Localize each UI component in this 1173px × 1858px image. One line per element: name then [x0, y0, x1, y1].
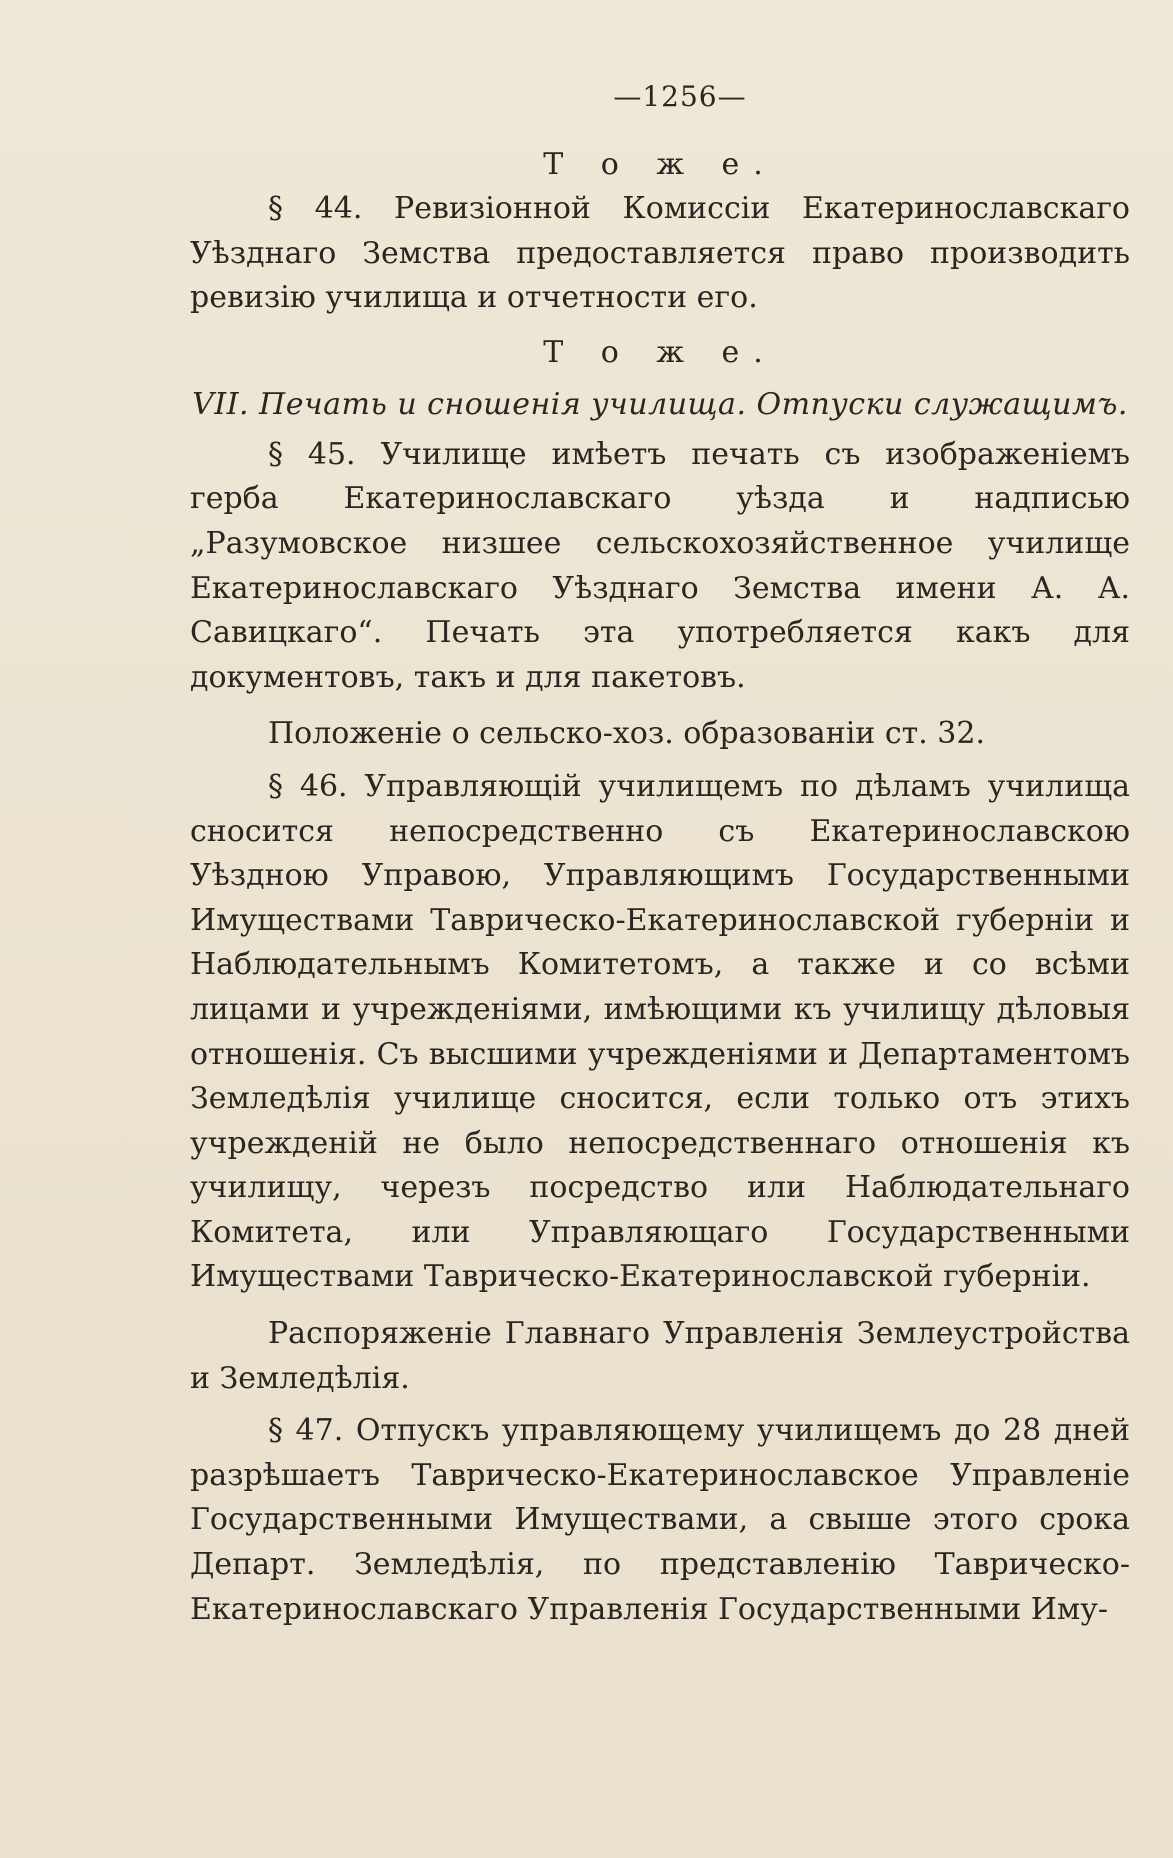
page-number: —1256—	[613, 80, 747, 113]
paragraph-47: § 47. Отпускъ управляющему училищемъ до 28 дней разрѣшаетъ Таврическо-Екатеринославское Управленіе Государственными Имуществами, а свыше этого срока Департ. Земледѣлія, по представленію Таврическо-Екатеринославскаго Управленія Государственными Иму-	[190, 1413, 1130, 1627]
heading-same-2: Т о ж е.	[543, 334, 777, 370]
text-column	[190, 80, 1130, 1632]
section-heading-7: VII. Печать и сношенія училища. Отпуски служащимъ.	[192, 386, 1128, 422]
paragraph-44: § 44. Ревизіонной Комиссіи Екатеринославскаго Уѣзднаго Земства предоставляется право производить ревизію училища и отчетности его.	[190, 191, 1130, 316]
paragraph-46: § 46. Управляющій училищемъ по дѣламъ училища сносится непосредственно съ Екатеринославскою Уѣздною Управою, Управляющимъ Государственными Имуществами Таврическо-Екатеринославской губерніи и Наблюдательнымъ Комитетомъ, а также и со всѣми лицами и учрежденіями, имѣющими къ училищу дѣловыя отношенія. Съ высшими учрежденіями и Департаментомъ Земледѣлія училище сносится, если только отъ этихъ учрежденій не было непосредственнаго отношенія къ училищу, черезъ посредство или Наблюдательнаго Комитета, или Управляющаго Государственными Имуществами Таврическо-Екатеринославской губерніи.	[190, 768, 1130, 1295]
paragraph-45: § 45. Училище имѣетъ печать съ изображеніемъ герба Екатеринославскаго уѣзда и надписью „Разумовское низшее сельскохозяйственное училище Екатеринославскаго Уѣзднаго Земства имени А. А. Савицкаго“. Печать эта употребляется какъ для документовъ, такъ и для пакетовъ.	[190, 436, 1130, 695]
source-note-45: Положеніе о сельско-хоз. образованіи ст. 32.	[268, 716, 985, 752]
heading-same-1: Т о ж е.	[543, 147, 777, 182]
source-note-46: Распоряженіе Главнаго Управленія Землеустройства и Земледѣлія.	[190, 1316, 1130, 1396]
